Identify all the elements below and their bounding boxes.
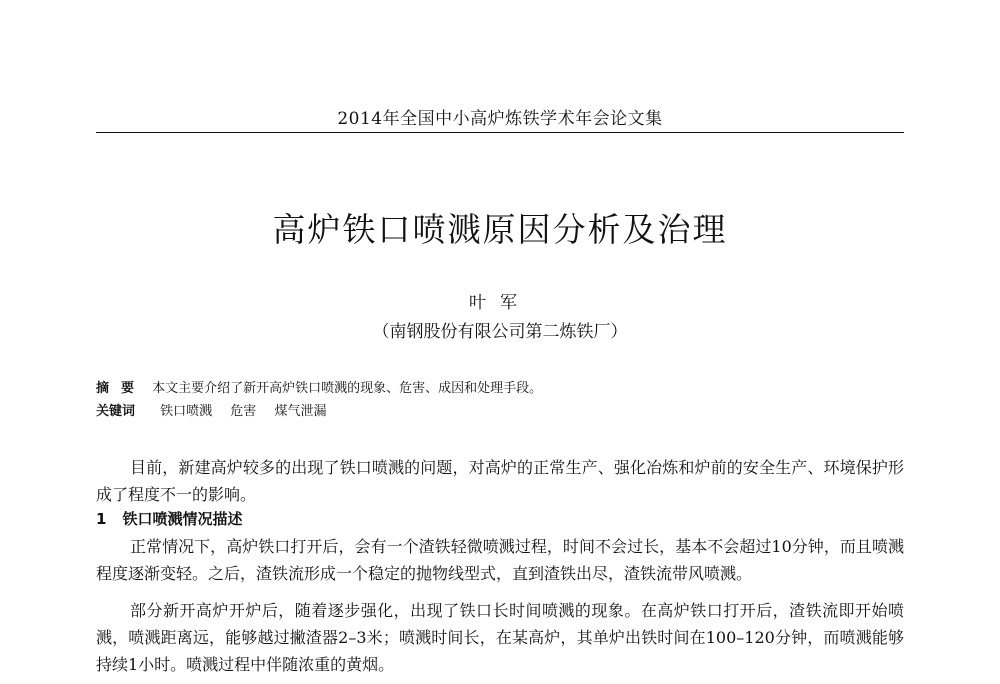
keyword-item: 危害 <box>230 404 257 419</box>
keywords-label: 关键词 <box>96 404 136 419</box>
body-paragraph: 正常情况下，高炉铁口打开后，会有一个渣铁轻微喷溅过程，时间不会过长，基本不会超过10分钟，而且喷溅程度逐渐变轻。之后，渣铁流形成一个稳定的抛物线型式，直到渣铁出尽，渣铁流带风喷溅。 <box>96 537 904 583</box>
intro-paragraph: 目前，新建高炉较多的出现了铁口喷溅的问题，对高炉的正常生产、强化冶炼和炉前的安全生产、环境保护形成了程度不一的影响。 <box>96 458 904 504</box>
header-rule <box>96 132 904 133</box>
abstract-label: 摘要 <box>96 381 147 396</box>
abstract-text: 本文主要介绍了新开高炉铁口喷溅的现象、危害、成因和处理手段。 <box>152 381 543 396</box>
author-name: 叶军 <box>469 293 531 313</box>
body-paragraph: 部分新开高炉开炉后，随着逐步强化，出现了铁口长时间喷溅的现象。在高炉铁口打开后，渣铁流即开始喷溅，喷溅距离远，能够越过撇渣器2–3米；喷溅时间长，在某高炉，其单炉出铁时间在100–120分钟，而喷溅能够持续1小时。喷溅过程中伴随浓重的黄烟。 <box>96 601 904 674</box>
author-affiliation: （南钢股份有限公司第二炼铁厂） <box>372 322 628 342</box>
abstract <box>96 377 904 396</box>
keyword-item: 铁口喷溅 <box>160 404 213 419</box>
keywords <box>96 400 904 419</box>
paper-title: 高炉铁口喷溅原因分析及治理 <box>272 210 728 249</box>
proceedings-header: 2014年全国中小高炉炼铁学术年会论文集 <box>337 109 663 129</box>
keyword-item: 煤气泄漏 <box>274 404 327 419</box>
section-heading <box>96 506 904 533</box>
section-number: 1 <box>96 510 107 528</box>
section-title: 铁口喷溅情况描述 <box>122 510 243 528</box>
